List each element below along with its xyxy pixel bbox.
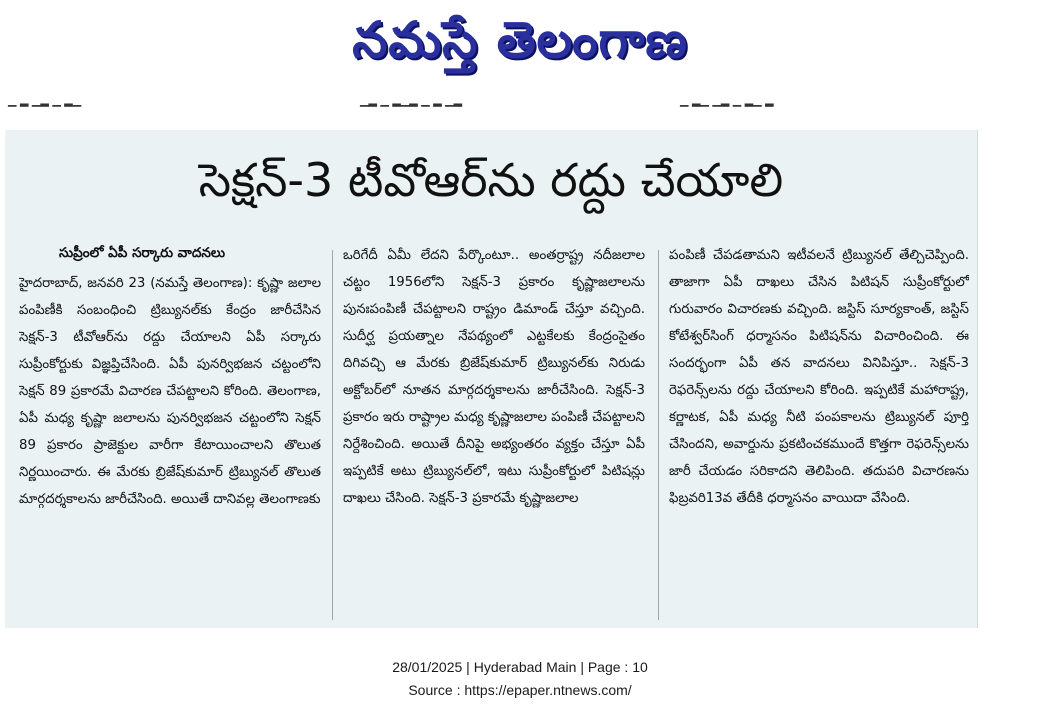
article-column-3 <box>669 242 969 622</box>
article-headline: సెక్షన్-3 టీవోఆర్‌ను రద్దు చేయాలి <box>198 153 784 207</box>
column-divider <box>332 250 333 620</box>
article-subheadline: సుప్రీంలో ఏపీ సర్కారు వాదనలు <box>59 245 226 261</box>
article-column-1-text: హైదరాబాద్, జనవరి 23 (నమస్తే తెలంగాణ): కృష్ణా జలాల పంపిణీకి సంబంధించి ట్రిబ్యునల్‌కు కేంద్రం జారీచేసిన సెక్షన్-3 టీవోఆర్‌ను రద్దు చేయాలని ఏపీ సర్కారు సుప్రీంకోర్టుకు విజ్ఞప్తిచేసింది. ఏపీ పునర్విభజన చట్టంలోని సెక్షన్ 89 ప్రకారమే విచారణ చేపట్టాలని కోరింది. తెలంగాణ, ఏపీ మధ్య కృష్ణా జలాలను పునర్విభజన చట్టంలోని సెక్షన్ 89 ప్రకారం ప్రాజెక్టుల వారీగా కేటాయించాలని తొలుత నిర్ణయించారు. ఈ మేరకు బ్రిజేష్‌కుమార్ ట్రిబ్యునల్ తొలుత మార్గదర్శకాలను జారీచేసింది. అయితే దానివల్ల తెలంగాణకు <box>19 276 321 507</box>
newspaper-masthead: నమస్తే తెలంగాణ <box>352 11 688 69</box>
cropped-text-fragment: ▁ ▂▁ ▁▂ ▁ ▂▁ ▂ <box>680 94 774 107</box>
column-divider <box>658 250 659 620</box>
footer-source: Source : https://epaper.ntnews.com/ <box>408 682 632 698</box>
article-column-3-text: పంపిణీ చేపడతామని ఇటీవలనే ట్రిబ్యునల్ తేల్చిచెప్పింది. తాజాగా ఏపీ దాఖలు చేసిన పిటిషన్ సుప్రీంకోర్టులో గురువారం విచారణకు వచ్చింది. జస్టిస్ సూర్యకాంత్, జస్టిస్ కోటేశ్వర్‌సింగ్ ధర్మాసనం పిటిషన్‌ను విచారించింది. ఈ సందర్భంగా ఏపీ తన వాదనలు వినిపిస్తూ.. సెక్షన్-3 రెఫరెన్స్‌లను రద్దు చేయాలని కోరింది. ఇప్పటికే మహారాష్ట్ర, కర్ణాటక, ఏపీ మధ్య నీటి పంపకాలను ట్రిబ్యునల్ పూర్తి చేసిందని, అవార్డును ప్రకటించకముందే కొత్తగా రెఫరెన్స్‌లను జారీ చేయడం సరికాదని తెలిపింది. తదుపరి విచారణను ఫిబ్రవరి13వ తేదీకి ధర్మాసనం వాయిదా వేసింది. <box>669 248 969 506</box>
cropped-text-fragment: ▁▂ ▁ ▂▁▂ ▁ ▂ ▁▂ <box>360 94 463 107</box>
news-clipping <box>5 130 978 628</box>
article-column-2 <box>343 242 645 622</box>
cropped-text-fragment: ▁ ▂ ▁▂ ▁ ▂▁ <box>8 94 82 107</box>
article-column-1 <box>19 240 321 620</box>
article-column-2-text: ఒరిగేదీ ఏమీ లేదని పేర్కొంటూ.. అంతర్రాష్ట్ర నదీజలాల చట్టం 1956లోని సెక్షన్-3 ప్రకారం కృష్ణాజలాలను పునఃపంపిణీ చేపట్టాలని రాష్ట్రం డిమాండ్ చేస్తూ వచ్చింది. సుదీర్ఘ ప్రయత్నాల నేపథ్యంలో ఎట్టకేలకు కేంద్రంసైతం దిగివచ్చి ఆ మేరకు బ్రిజేష్‌కుమార్ ట్రిబ్యునల్‌కు నిరుడు అక్టోబర్‌లో నూతన మార్గదర్శకాలను జారీచేసింది. సెక్షన్-3 ప్రకారం ఇరు రాష్ట్రాల మధ్య కృష్ణాజలాల పంపిణీ చేపట్టాలని నిర్దేశించింది. అయితే దీనిపై అభ్యంతరం వ్యక్తం చేస్తూ ఏపీ ఇప్పటికే అటు ట్రిబ్యునల్‌లో, ఇటు సుప్రీంకోర్టులో పిటిషన్లు దాఖలు చేసింది. సెక్షన్-3 ప్రకారమే కృష్ణాజలాల <box>343 248 645 506</box>
footer-date-edition: 28/01/2025 | Hyderabad Main | Page : 10 <box>392 659 648 675</box>
cropped-text-strip <box>0 94 1040 112</box>
